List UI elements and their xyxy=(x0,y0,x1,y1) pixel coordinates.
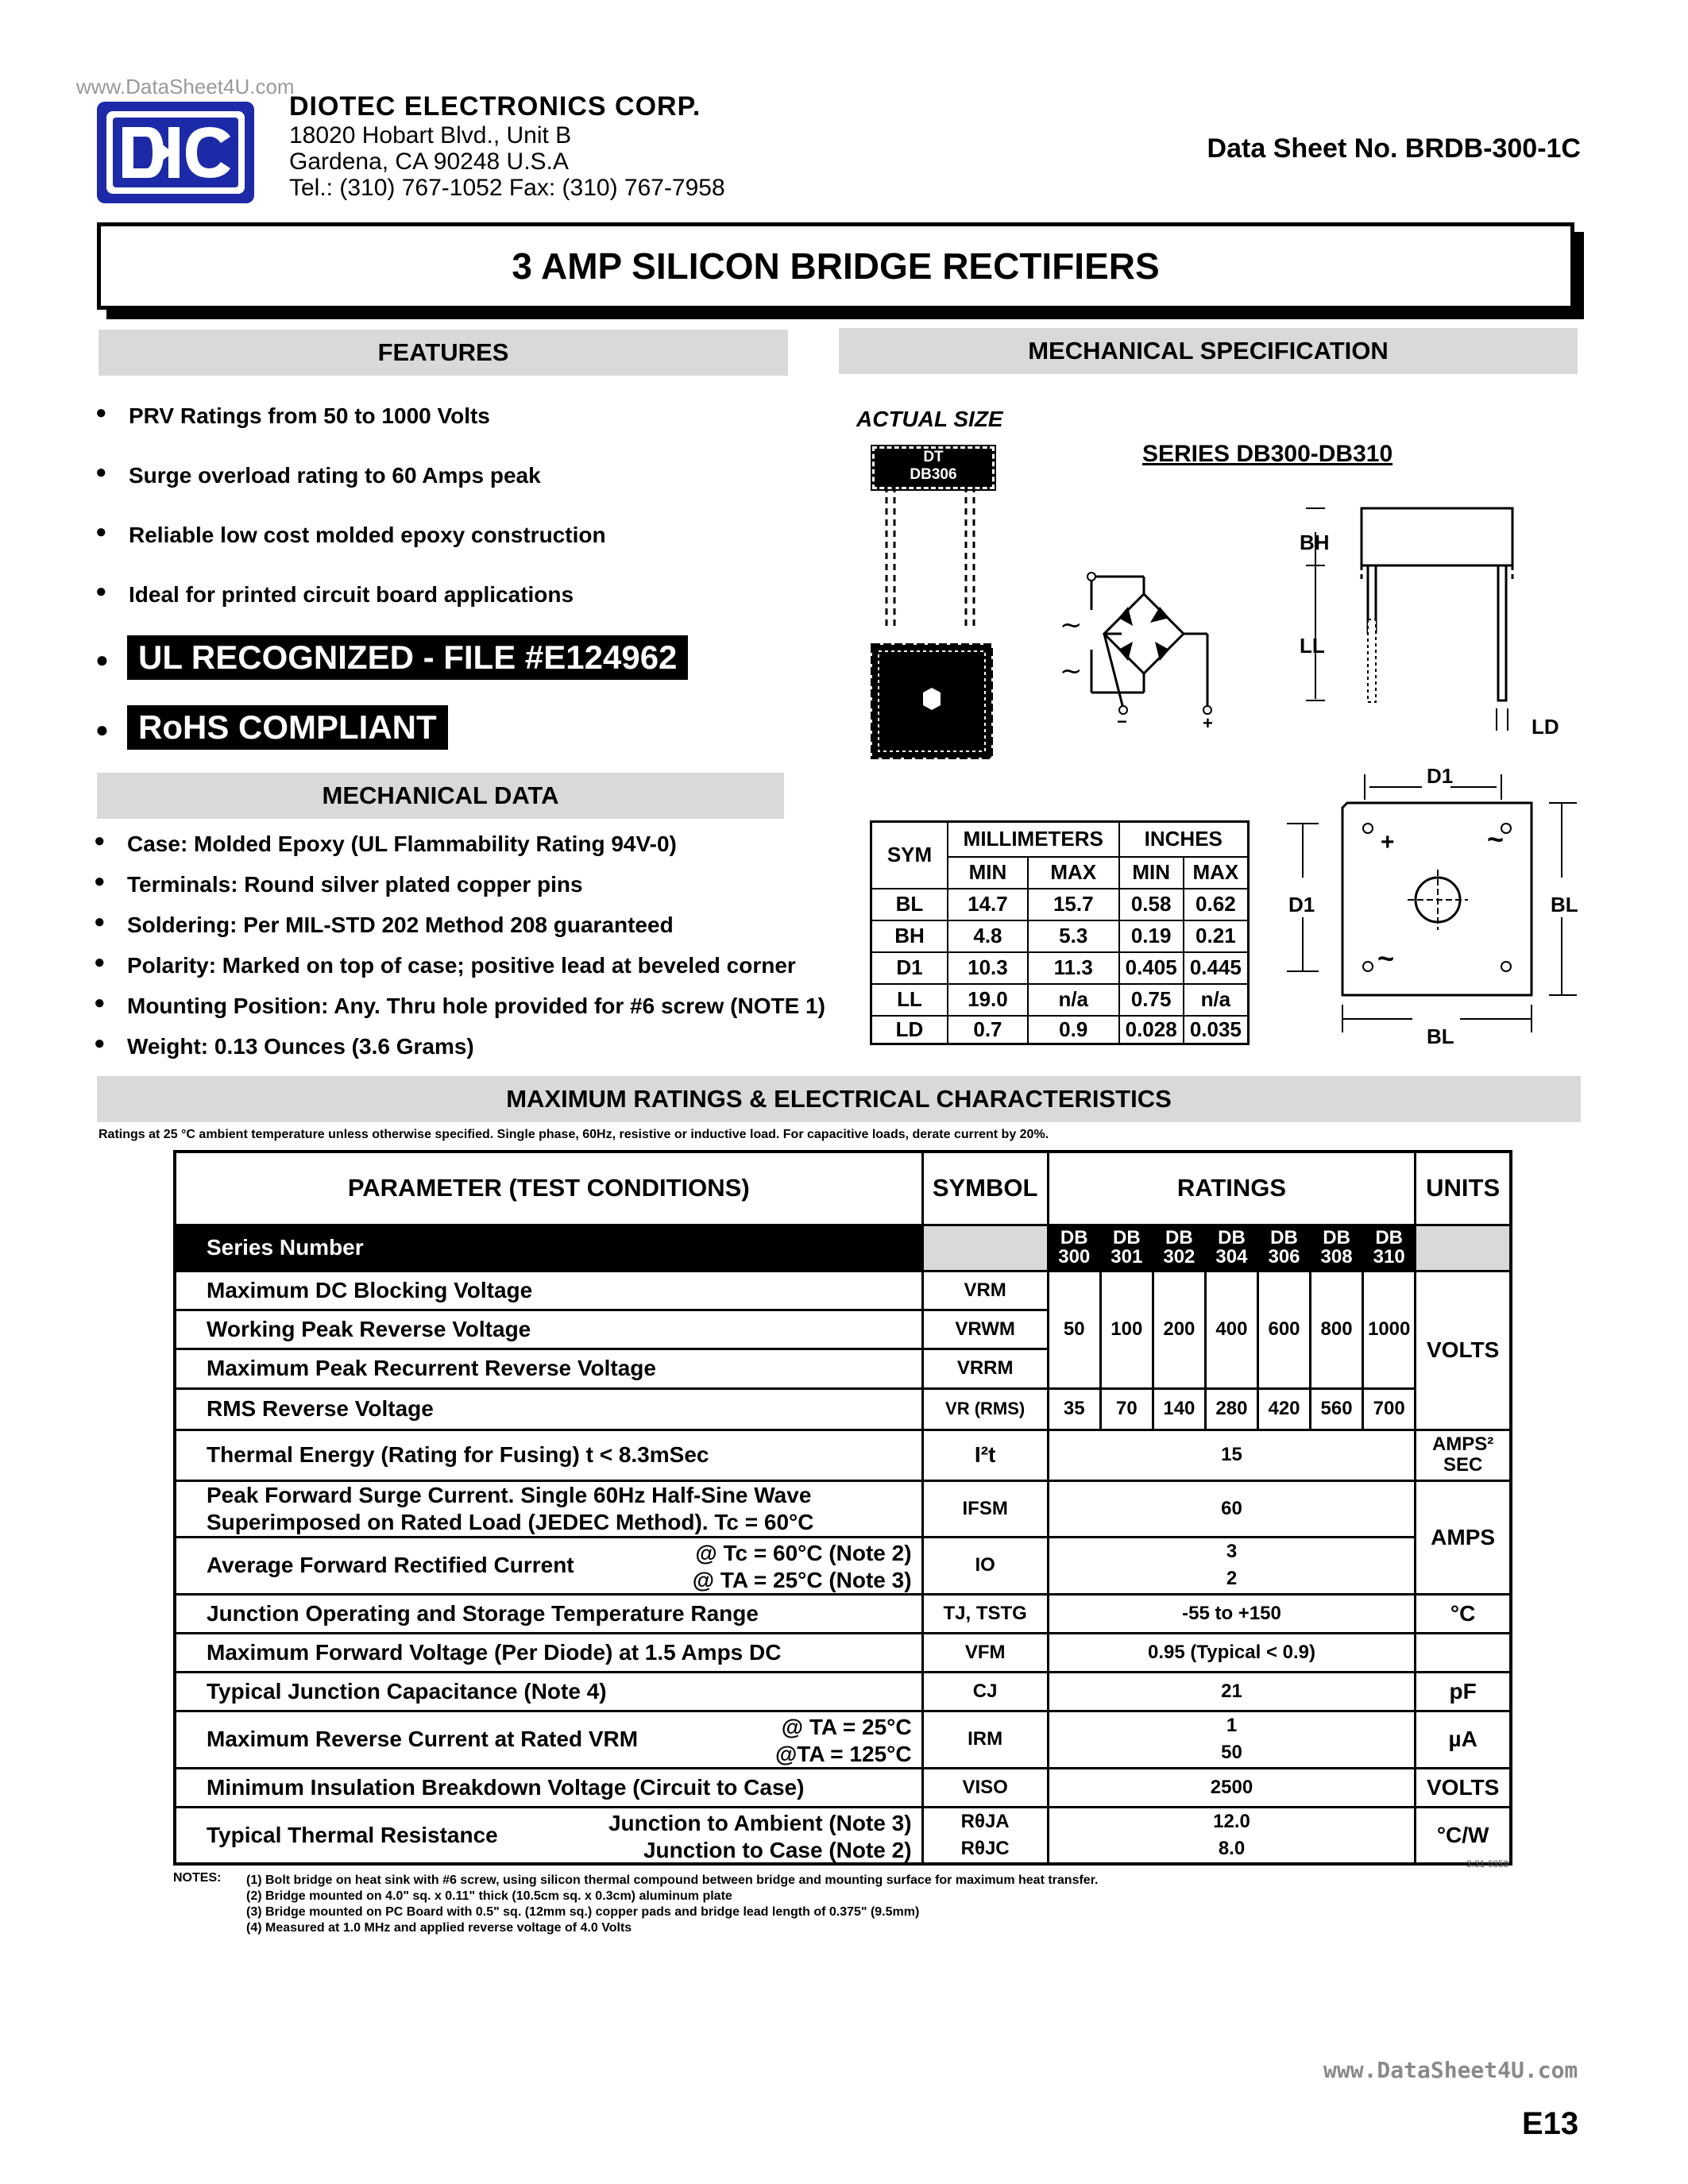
series-prefix: DB xyxy=(1165,1227,1193,1248)
company-logo xyxy=(97,102,254,203)
part-top-view xyxy=(869,642,995,761)
value-io-tc: 3 xyxy=(1226,1541,1238,1562)
series-symbol-blank xyxy=(922,1225,1048,1271)
dim-cell: BH xyxy=(871,920,948,952)
dim-cell: 14.7 xyxy=(948,889,1028,920)
param-avg-forward xyxy=(175,1537,922,1594)
mech-data-item: ● Terminals: Round silver plated copper pins xyxy=(127,872,583,897)
dim-header-inches: INCHES xyxy=(1119,822,1249,857)
volts-db300: 50 xyxy=(1048,1271,1100,1388)
mechanical-spec-heading xyxy=(839,328,1578,374)
feature-item: ● Reliable low cost molded epoxy construction xyxy=(129,523,606,548)
param-working-peak: Working Peak Reverse Voltage xyxy=(175,1310,922,1349)
param-reverse-current-conditions xyxy=(775,1714,912,1768)
series-row xyxy=(175,1225,1511,1271)
rms-db306: 420 xyxy=(1257,1388,1310,1430)
value-rthjc: 8.0 xyxy=(1218,1837,1246,1859)
value-rtheta xyxy=(1048,1807,1416,1864)
table-row xyxy=(175,1768,1511,1807)
value-irm xyxy=(1048,1711,1416,1768)
dim-cell: 5.3 xyxy=(1028,920,1119,952)
svg-text:~: ~ xyxy=(1060,655,1083,687)
dim-cell: 0.028 xyxy=(1119,1016,1184,1044)
unit-microamps: µA xyxy=(1416,1711,1511,1768)
volts-db310: 1000 xyxy=(1363,1271,1416,1388)
param-dc-blocking: Maximum DC Blocking Voltage xyxy=(175,1271,922,1310)
dim-header-mm: MILLIMETERS xyxy=(948,822,1119,857)
header-units: UNITS xyxy=(1416,1152,1511,1225)
rms-db302: 140 xyxy=(1153,1388,1205,1430)
table-row xyxy=(175,1672,1511,1711)
value-cj: 21 xyxy=(1048,1672,1416,1711)
series-db308 xyxy=(1311,1225,1363,1271)
note-1: (1) Bolt bridge on heat sink with #6 screw, using silicon thermal compound between bridge and mounting surface for maximum heat transfer. xyxy=(246,1873,1099,1887)
dim-header-max: MAX xyxy=(1184,857,1249,889)
series-code: 300 xyxy=(1058,1246,1091,1268)
dim-label-ll: LL xyxy=(1300,634,1325,658)
condition-ambient: Junction to Ambient (Note 3) xyxy=(608,1810,912,1835)
table-row xyxy=(175,1480,1511,1537)
series-label: SERIES DB300-DB310 xyxy=(1142,441,1393,467)
table-row xyxy=(175,1430,1511,1480)
mech-data-item: ● Weight: 0.13 Ounces (3.6 Grams) xyxy=(127,1034,474,1059)
schematic-minus: − xyxy=(1117,712,1127,731)
series-db301 xyxy=(1100,1225,1153,1271)
rms-db300: 35 xyxy=(1048,1388,1100,1430)
value-temp-range: -55 to +150 xyxy=(1048,1594,1416,1633)
schematic-plus: + xyxy=(1203,713,1213,733)
symbol-vrm: VRM xyxy=(922,1271,1048,1310)
company-phone: Tel.: (310) 767-1052 Fax: (310) 767-7958 xyxy=(289,175,725,201)
dim-header-max: MAX xyxy=(1028,857,1119,889)
volts-db301: 100 xyxy=(1100,1271,1153,1388)
condition-tc: @ Tc = 60°C (Note 2) xyxy=(695,1540,912,1565)
series-db302 xyxy=(1153,1225,1205,1271)
symbol-tj-tstg: TJ, TSTG xyxy=(922,1594,1048,1633)
note-4: (4) Measured at 1.0 MHz and applied reverse voltage of 4.0 Volts xyxy=(246,1921,632,1935)
dim-cell: 11.3 xyxy=(1028,952,1119,984)
condition-25c: @ TA = 25°C xyxy=(781,1714,912,1739)
value-vfm: 0.95 (Typical < 0.9) xyxy=(1048,1633,1416,1672)
mechanical-data-heading xyxy=(97,773,784,819)
symbol-irm: IRM xyxy=(922,1711,1048,1768)
param-reverse-current xyxy=(175,1711,922,1768)
dim-header-min: MIN xyxy=(948,857,1028,889)
rms-db304: 280 xyxy=(1205,1388,1257,1430)
series-prefix: DB xyxy=(1375,1227,1404,1248)
unit-volts-vfm xyxy=(1416,1633,1511,1672)
header-symbol: SYMBOL xyxy=(922,1152,1048,1225)
param-peak-recurrent: Maximum Peak Recurrent Reverse Voltage xyxy=(175,1349,922,1388)
dim-cell: D1 xyxy=(871,952,948,984)
volts-db302: 200 xyxy=(1153,1271,1205,1388)
rohs-bullet: ● xyxy=(95,717,109,742)
series-units-blank xyxy=(1416,1225,1511,1271)
series-prefix: DB xyxy=(1323,1227,1350,1248)
dim-label-bh: BH xyxy=(1300,531,1330,554)
series-code: 310 xyxy=(1373,1246,1405,1268)
dim-cell: 0.445 xyxy=(1184,952,1249,984)
features-heading xyxy=(98,330,788,376)
series-db300 xyxy=(1048,1225,1100,1271)
symbol-vrwm: VRWM xyxy=(922,1310,1048,1349)
ul-recognized-badge: UL RECOGNIZED - FILE #E124962 xyxy=(127,635,688,680)
dim-cell: 0.7 xyxy=(948,1016,1028,1044)
mech-data-item: ● Mounting Position: Any. Thru hole provided for #6 screw (NOTE 1) xyxy=(127,994,825,1019)
doc-code: 3.31 0359 xyxy=(1466,1858,1509,1870)
symbol-ifsm: IFSM xyxy=(922,1480,1048,1537)
company-name: DIOTEC ELECTRONICS CORP. xyxy=(289,91,701,122)
mechanical-data-heading-text: MECHANICAL DATA xyxy=(322,781,559,809)
series-prefix: DB xyxy=(1060,1227,1088,1248)
table-row xyxy=(175,1271,1511,1310)
symbol-rthjc: RθJC xyxy=(960,1837,1010,1859)
feature-item: ● PRV Ratings from 50 to 1000 Volts xyxy=(129,403,490,429)
dim-cell: 0.58 xyxy=(1119,889,1184,920)
series-db310 xyxy=(1363,1225,1416,1271)
table-row xyxy=(175,1388,1511,1430)
symbol-rtheta xyxy=(922,1807,1048,1864)
note-2: (2) Bridge mounted on 4.0" sq. x 0.11" thick (10.5cm sq. x 0.3cm) aluminum plate xyxy=(246,1889,732,1903)
company-address-1: 18020 Hobart Blvd., Unit B xyxy=(289,122,572,149)
value-i2t: 15 xyxy=(1048,1430,1416,1480)
mech-data-item: ● Case: Molded Epoxy (UL Flammability Rating 94V-0) xyxy=(127,832,677,857)
dim-cell: 0.75 xyxy=(1119,984,1184,1016)
symbol-vrrm: VRRM xyxy=(922,1349,1048,1388)
param-thermal-energy: Thermal Energy (Rating for Fusing) t < 8.3mSec xyxy=(175,1430,922,1480)
condition-ta: @ TA = 25°C (Note 3) xyxy=(692,1567,912,1592)
dim-header-min: MIN xyxy=(1119,857,1184,889)
dim-label-bl-bottom: BL xyxy=(1427,1024,1454,1048)
series-code: 306 xyxy=(1268,1246,1300,1268)
table-row xyxy=(175,1537,1511,1594)
value-viso: 2500 xyxy=(1048,1768,1416,1807)
value-irm-125: 50 xyxy=(1221,1742,1242,1763)
dim-cell: BL xyxy=(871,889,948,920)
features-heading-text: FEATURES xyxy=(377,338,509,366)
series-code: 304 xyxy=(1215,1246,1248,1268)
ratings-subnote: Ratings at 25 °C ambient temperature unless otherwise specified. Single phase, 60Hz, resistive or inductive load. For capacitive loads, derate current by 20%. xyxy=(98,1128,1049,1141)
dim-cell: 0.19 xyxy=(1119,920,1184,952)
unit-celsius: °C xyxy=(1416,1594,1511,1633)
part-mark-1: DT xyxy=(923,449,944,465)
watermark-bottom: www.DataSheet4U.com xyxy=(1323,2057,1578,2083)
param-avg-forward-conditions xyxy=(693,1540,912,1594)
symbol-vfm: VFM xyxy=(922,1633,1048,1672)
pin-ac-1: ~ xyxy=(1487,823,1505,855)
table-row xyxy=(871,952,1249,984)
feature-item: ● Surge overload rating to 60 Amps peak xyxy=(129,463,541,488)
dim-label-bl-right: BL xyxy=(1551,893,1578,916)
dim-cell: 0.9 xyxy=(1028,1016,1119,1044)
condition-125c: @TA = 125°C xyxy=(775,1741,912,1766)
feature-item: ● Ideal for printed circuit board applications xyxy=(129,582,574,608)
unit-volts: VOLTS xyxy=(1416,1271,1511,1430)
series-db306 xyxy=(1257,1225,1310,1271)
ratings-table xyxy=(173,1150,1512,1866)
volts-db304: 400 xyxy=(1205,1271,1257,1388)
unit-pf: pF xyxy=(1416,1672,1511,1711)
page-number: E13 xyxy=(1522,2106,1579,2141)
value-ifsm: 60 xyxy=(1048,1480,1416,1537)
part-mark-2: DB306 xyxy=(910,466,957,483)
dim-cell: n/a xyxy=(1028,984,1119,1016)
table-row xyxy=(871,889,1249,920)
param-capacitance: Typical Junction Capacitance (Note 4) xyxy=(175,1672,922,1711)
title-text: 3 AMP SILICON BRIDGE RECTIFIERS xyxy=(512,245,1160,287)
rms-db310: 700 xyxy=(1363,1388,1416,1430)
unit-amps2sec xyxy=(1416,1430,1511,1480)
unit-volts-iso: VOLTS xyxy=(1416,1768,1511,1807)
symbol-i2t: I²t xyxy=(922,1430,1048,1480)
dim-cell: 15.7 xyxy=(1028,889,1119,920)
value-io xyxy=(1048,1537,1416,1594)
value-rthja: 12.0 xyxy=(1213,1810,1250,1832)
notes-label: NOTES: xyxy=(173,1871,222,1885)
header-ratings: RATINGS xyxy=(1048,1152,1416,1225)
logo-graphic xyxy=(100,105,251,200)
ratings-heading xyxy=(97,1076,1581,1122)
series-code: 308 xyxy=(1320,1246,1353,1268)
dim-cell: 4.8 xyxy=(948,920,1028,952)
volts-db306: 600 xyxy=(1257,1271,1310,1388)
dimension-table xyxy=(870,820,1250,1045)
series-prefix: DB xyxy=(1112,1227,1141,1248)
header-parameter: PARAMETER (TEST CONDITIONS) xyxy=(175,1152,922,1225)
symbol-vrms: VR (RMS) xyxy=(922,1388,1048,1430)
table-row xyxy=(175,1594,1511,1633)
ul-bullet: ● xyxy=(95,647,109,672)
series-code: 301 xyxy=(1111,1246,1143,1268)
dim-cell: 10.3 xyxy=(948,952,1028,984)
dim-cell: 0.405 xyxy=(1119,952,1184,984)
rms-db308: 560 xyxy=(1311,1388,1363,1430)
unit-amps2: AMPS² xyxy=(1431,1433,1494,1455)
param-surge-line1: Peak Forward Surge Current. Single 60Hz Half-Sine Wave xyxy=(207,1482,812,1507)
actual-size-label: ACTUAL SIZE xyxy=(856,407,1003,431)
rohs-badge: RoHS COMPLIANT xyxy=(127,705,448,750)
value-irm-25: 1 xyxy=(1226,1715,1238,1736)
dim-label-d1-left: D1 xyxy=(1288,893,1315,916)
mech-data-item: ● Polarity: Marked on top of case; positive lead at beveled corner xyxy=(127,953,796,978)
symbol-viso: VISO xyxy=(922,1768,1048,1807)
param-forward-voltage: Maximum Forward Voltage (Per Diode) at 1.5 Amps DC xyxy=(175,1633,922,1672)
table-row xyxy=(175,1807,1511,1864)
param-avg-forward-label: Average Forward Rectified Current xyxy=(207,1553,574,1577)
mechanical-spec-heading-text: MECHANICAL SPECIFICATION xyxy=(1028,337,1389,365)
series-code: 302 xyxy=(1163,1246,1196,1268)
svg-text:~: ~ xyxy=(1060,609,1083,641)
unit-cw: °C/W xyxy=(1416,1807,1511,1864)
dim-label-ld: LD xyxy=(1532,715,1559,739)
value-io-ta: 2 xyxy=(1226,1568,1238,1589)
part-side-view xyxy=(872,446,995,489)
table-row xyxy=(175,1711,1511,1768)
table-row xyxy=(871,1016,1249,1044)
pin-ac-2: ~ xyxy=(1377,942,1395,974)
dim-header-sym: SYM xyxy=(871,822,948,889)
condition-case: Junction to Case (Note 2) xyxy=(643,1837,912,1862)
table-row xyxy=(871,920,1249,952)
rms-db301: 70 xyxy=(1100,1388,1153,1430)
symbol-cj: CJ xyxy=(922,1672,1048,1711)
volts-db308: 800 xyxy=(1311,1271,1363,1388)
param-reverse-current-label: Maximum Reverse Current at Rated VRM xyxy=(207,1727,639,1751)
series-prefix: DB xyxy=(1270,1227,1298,1248)
ratings-heading-text: MAXIMUM RATINGS & ELECTRICAL CHARACTERISTICS xyxy=(506,1085,1172,1113)
datasheet-number: Data Sheet No. BRDB-300-1C xyxy=(1207,133,1581,164)
page-title xyxy=(97,222,1574,310)
param-temp-range: Junction Operating and Storage Temperature Range xyxy=(175,1594,922,1633)
mech-data-item: ● Soldering: Per MIL-STD 202 Method 208 guaranteed xyxy=(127,913,674,938)
param-thermal-resistance-conditions xyxy=(608,1810,912,1864)
param-thermal-resistance xyxy=(175,1807,922,1864)
series-db304 xyxy=(1205,1225,1257,1271)
param-rms-reverse: RMS Reverse Voltage xyxy=(175,1388,922,1430)
dim-cell: 0.21 xyxy=(1184,920,1249,952)
note-3: (3) Bridge mounted on PC Board with 0.5" sq. (12mm sq.) copper pads and bridge lead length of 0.375" (9.5mm) xyxy=(246,1905,920,1919)
table-row xyxy=(871,984,1249,1016)
top-outline-drawing xyxy=(1271,758,1589,1052)
notes-list xyxy=(246,1873,1098,1936)
symbol-rthja: RθJA xyxy=(960,1810,1010,1832)
series-number-label: Series Number xyxy=(175,1225,922,1271)
dim-cell: LD xyxy=(871,1016,948,1044)
dim-label-d1-top: D1 xyxy=(1427,764,1454,788)
dim-cell: 19.0 xyxy=(948,984,1028,1016)
dim-cell: n/a xyxy=(1184,984,1249,1016)
unit-sec: SEC xyxy=(1443,1454,1483,1476)
param-surge-current xyxy=(175,1480,922,1537)
param-surge-line2: Superimposed on Rated Load (JEDEC Method). Tc = 60°C xyxy=(207,1509,814,1534)
series-prefix: DB xyxy=(1218,1227,1246,1248)
company-address-2: Gardena, CA 90248 U.S.A xyxy=(289,149,569,175)
symbol-io: IO xyxy=(922,1537,1048,1594)
part-leads xyxy=(872,486,991,637)
dim-cell: LL xyxy=(871,984,948,1016)
table-row xyxy=(175,1633,1511,1672)
dim-cell: 0.62 xyxy=(1184,889,1249,920)
watermark-top: www.DataSheet4U.com xyxy=(76,75,295,98)
param-insulation: Minimum Insulation Breakdown Voltage (Circuit to Case) xyxy=(175,1768,922,1807)
dim-cell: 0.035 xyxy=(1184,1016,1249,1044)
pin-plus: + xyxy=(1381,829,1395,855)
unit-amps: AMPS xyxy=(1416,1480,1511,1594)
param-thermal-resistance-label: Typical Thermal Resistance xyxy=(207,1822,498,1847)
